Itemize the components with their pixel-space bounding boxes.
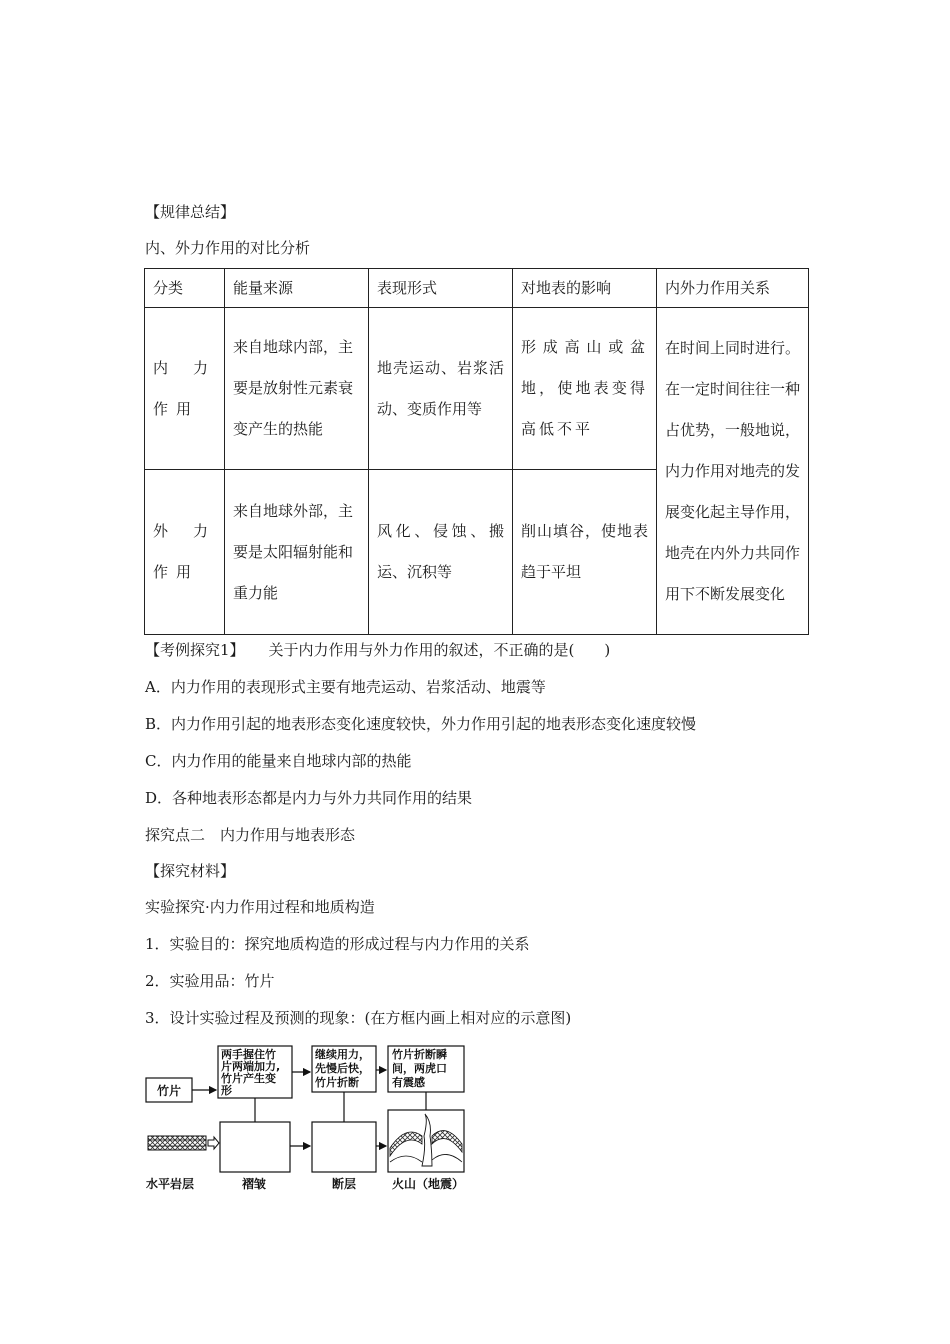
option-c: C．内力作用的能量来自地球内部的热能 (145, 752, 412, 770)
experiment-diagram (140, 1040, 470, 1199)
step1-line: 形 (221, 1084, 232, 1097)
question-stem (145, 640, 610, 660)
step2-line: 先慢后快， (315, 1062, 370, 1075)
option-a: A．内力作用的表现形式主要有地壳运动、岩浆活动、地震等 (145, 678, 546, 696)
step3-line: 竹片折断瞬 (392, 1048, 447, 1061)
step1-line: 两手握住竹 (221, 1048, 276, 1061)
row-category: 内力作用 (145, 308, 225, 470)
header-influence: 对地表的影响 (513, 269, 657, 308)
option-d: D．各种地表形态都是内力与外力共同作用的结果 (145, 789, 473, 807)
step1-line: 片两端加力, (221, 1060, 281, 1073)
row-influence: 形成高山或盆地，使地表变得高低不平 (513, 308, 657, 470)
row-energy: 来自地球内部，主要是放射性元素衰变产生的热能 (225, 308, 369, 470)
question-label: 【考例探究1】 (145, 641, 245, 659)
label-fault: 断层 (332, 1177, 357, 1191)
summary-heading: 【规律总结】 (145, 203, 236, 221)
row-forms: 风化、侵蚀、搬运、沉积等 (369, 470, 513, 635)
table-header-row (145, 269, 809, 308)
row-influence: 削山填谷，使地表趋于平坦 (513, 470, 657, 635)
step2-line: 继续用力， (315, 1048, 370, 1061)
start-box-label: 竹片 (156, 1084, 182, 1098)
row-category: 外力作用 (145, 470, 225, 635)
step2-line: 竹片折断 (315, 1076, 359, 1089)
hollow-arrow-icon (208, 1137, 219, 1149)
label-fold: 褶皱 (242, 1177, 267, 1191)
step3-line: 间，两虎口 (392, 1062, 447, 1075)
label-horizontal-strata: 水平岩层 (146, 1177, 195, 1191)
step-1: 1．实验目的：探究地质构造的形成过程与内力作用的关系 (145, 935, 530, 953)
comparison-table (144, 268, 809, 635)
question-text: 关于内力作用与外力作用的叙述，不正确的是( ) (268, 641, 611, 659)
header-relation: 内外力作用关系 (657, 269, 809, 308)
relation-cell: 在时间上同时进行。在一定时间往往一种占优势，一般地说，内力作用对地壳的发展变化起主导作用，地壳在内外力共同作用下不断发展变化 (657, 308, 809, 635)
experiment-title: 实验探究·内力作用过程和地质构造 (145, 898, 375, 916)
header-category: 分类 (145, 269, 225, 308)
step1-line: 竹片产生变 (221, 1072, 276, 1085)
table-row (145, 308, 809, 470)
material-label: 【探究材料】 (145, 862, 236, 880)
step-3: 3．设计实验过程及预测的现象：(在方框内画上相对应的示意图) (145, 1009, 572, 1027)
label-volcano: 火山（地震） (392, 1177, 465, 1191)
header-energy: 能量来源 (225, 269, 369, 308)
step3-line: 有震感 (392, 1076, 425, 1089)
section2-title: 探究点二 内力作用与地表形态 (145, 826, 356, 844)
header-forms: 表现形式 (369, 269, 513, 308)
fold-box (220, 1122, 290, 1172)
row-forms: 地壳运动、岩浆活动、变质作用等 (369, 308, 513, 470)
row-energy: 来自地球外部，主要是太阳辐射能和重力能 (225, 470, 369, 635)
fault-box (312, 1122, 376, 1172)
step-2: 2．实验用品：竹片 (145, 972, 275, 990)
option-b: B．内力作用引起的地表形态变化速度较快，外力作用引起的地表形态变化速度较慢 (145, 715, 697, 733)
horizontal-strata-icon (148, 1136, 206, 1150)
table-title: 内、外力作用的对比分析 (145, 239, 311, 257)
